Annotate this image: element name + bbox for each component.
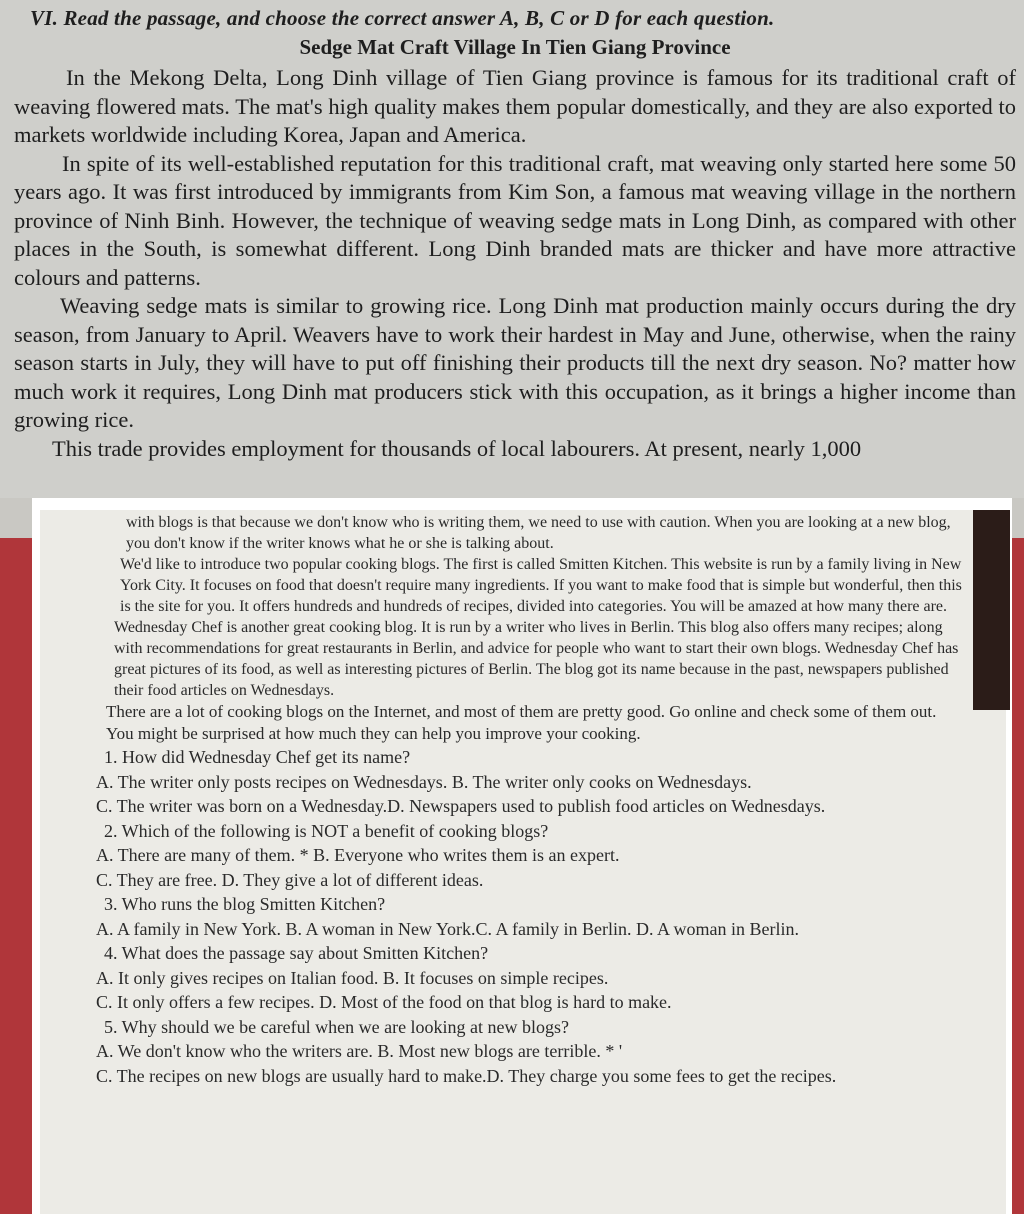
question-2: 2. Which of the following is NOT a benefit of cooking blogs? — [104, 820, 549, 841]
section-heading: VI. Read the passage, and choose the correct answer A, B, C or D for each question. — [30, 6, 775, 30]
question-5-options-cd: C. The recipes on new blogs are usually hard to make.D. They charge you some fees to get the recipes. — [96, 1065, 837, 1086]
question-5-options-ab: A. We don't know who the writers are. B. Most new blogs are terrible. * ' — [96, 1041, 623, 1061]
question-3: 3. Who runs the blog Smitten Kitchen? — [104, 894, 386, 914]
blog-paragraph-1: with blogs is that because we don't know who is writing them, we need to use with caution. When you are looking at a new blog, you don't know if the writer knows what he or she is talking about. — [126, 514, 951, 552]
question-5: 5. Why should we be careful when we are looking at new blogs? — [104, 1016, 570, 1037]
blog-paragraph-4: There are a lot of cooking blogs on the Internet, and most of them are pretty good. Go online and check some of them out. You might be surprised at how much they can help you improve your cooking. — [106, 702, 937, 743]
blog-paragraph-2: We'd like to introduce two popular cooking blogs. The first is called Smitten Kitchen. This website is run by a family living in New York City. It focuses on food that doesn't require many ingredients. If you want to make food that is simple but wonderful, then this is the site for you. It offers hundreds and hundreds of recipes, divided into categories. You will be amazed at how many there are. — [120, 556, 962, 615]
question-4-options-cd: C. It only offers a few recipes. D. Most of the food on that blog is hard to make. — [96, 992, 672, 1012]
question-1: 1. How did Wednesday Chef get its name? — [104, 747, 411, 767]
red-background-right — [1012, 538, 1024, 1214]
passage-title: Sedge Mat Craft Village In Tien Giang Province — [299, 35, 731, 59]
top-worksheet-photo — [0, 0, 1024, 498]
question-1-options-ab: A. The writer only posts recipes on Wednesdays. B. The writer only cooks on Wednesdays. — [96, 771, 752, 792]
question-1-options-cd: C. The writer was born on a Wednesday.D. Newspapers used to publish food articles on Wednesdays. — [96, 796, 826, 816]
bottom-worksheet-photo — [40, 510, 1006, 1214]
question-2-options-ab: A. There are many of them. * B. Everyone who writes them is an expert. — [96, 845, 620, 865]
red-background-left — [0, 538, 32, 1214]
top-paragraph-1: In the Mekong Delta, Long Dinh village of Tien Giang province is famous for its traditional craft of weaving flowered mats. The mat's high quality makes them popular domestically, and they are also exported to markets worldwide including Korea, Japan and America. — [14, 65, 1016, 147]
questions-list — [96, 745, 966, 1088]
top-paragraph-2: In spite of its well-established reputation for this traditional craft, mat weaving only started here some 50 years ago. It was first introduced by immigrants from Kim Son, a famous mat weaving village in the northern province of Ninh Binh. However, the technique of weaving sedge mats in Long Dinh, as compared with other places in the South, is somewhat different. Long Dinh branded mats are thicker and have more attractive colours and patterns. — [14, 150, 1016, 290]
blog-paragraph-3: Wednesday Chef is another great cooking blog. It is run by a writer who lives in Berlin. This blog also offers many recipes; along with recommendations for great restaurants in Berlin, and advice for people who want to start their own blogs. Wednesday Chef has great pictures of its food, as well as interesting pictures of Berlin. The blog got its name because in the past, newspapers published their food articles on Wednesdays. — [114, 619, 959, 699]
top-paragraph-4: This trade provides employment for thousands of local labourers. At present, nearly 1,000 — [52, 435, 862, 461]
photo-dark-corner — [973, 510, 1010, 710]
question-4-options-ab: A. It only gives recipes on Italian food. B. It focuses on simple recipes. — [96, 967, 609, 988]
question-3-options: A. A family in New York. B. A woman in New York.C. A family in Berlin. D. A woman in Berlin. — [96, 918, 800, 939]
question-2-options-cd: C. They are free. D. They give a lot of different ideas. — [96, 869, 484, 890]
question-4: 4. What does the passage say about Smitten Kitchen? — [104, 943, 489, 963]
top-paragraph-3: Weaving sedge mats is similar to growing rice. Long Dinh mat production mainly occurs during the dry season, from January to April. Weavers have to work their hardest in May and June, otherwise, when the rainy season starts in July, they will have to put off finishing their products till the next dry season. No? matter how much work it requires, Long Dinh mat producers stick with this occupation, as it brings a higher income than growing rice. — [14, 293, 1016, 432]
